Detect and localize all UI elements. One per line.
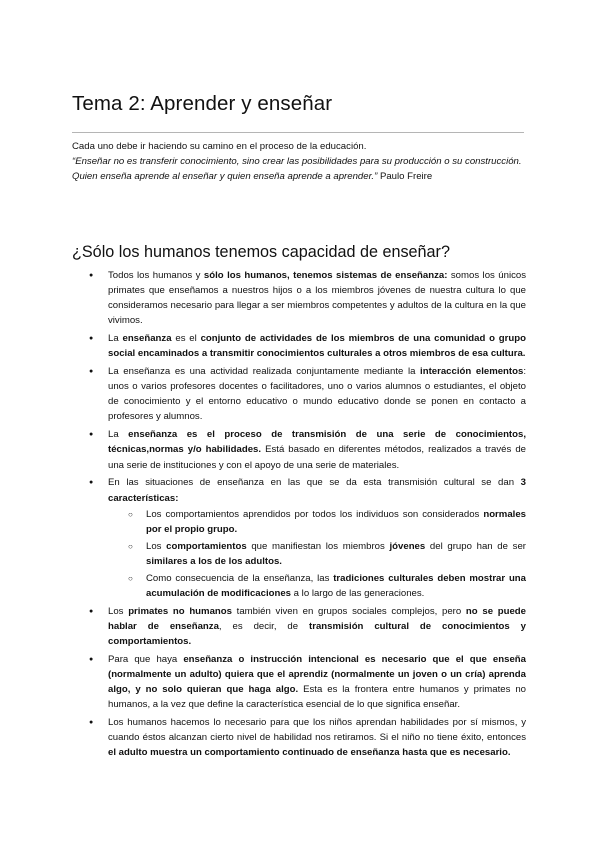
section-heading: ¿Sólo los humanos tenemos capacidad de enseñar?	[72, 243, 450, 261]
intro-quote-block	[72, 154, 528, 184]
bold-text: enseñanza o instrucción intencional es necesario que el que enseña (normalmente un adulto) quiera que el aprendiz (normalmente un joven o un cría) aprenda algo, y no solo quieran que haga algo.	[108, 654, 526, 696]
sub-list-item	[146, 507, 526, 537]
bold-text: jóvenes	[389, 540, 426, 552]
bold-text: enseñanza	[122, 333, 172, 345]
bold-text: similares a los de los adultos.	[146, 555, 282, 567]
list-item	[108, 604, 526, 649]
text-run: Todos los humanos y	[108, 270, 204, 281]
text-run: Los	[108, 605, 129, 617]
title-divider	[72, 132, 524, 133]
intro-paragraph	[72, 139, 528, 184]
quote-author: Paulo Freire	[377, 171, 433, 182]
list-item	[108, 364, 526, 424]
text-run: somos los únicos primates que enseñamos a nuestros hijos o a los miembros jóvenes de nuestra cultura lo que consideramos necesario para llegar a ser miembros competentes y adultos de la cultura en la que vivimos.	[108, 270, 527, 327]
bold-text: transmisión cultural de conocimientos y comportamientos.	[108, 621, 527, 648]
text-run: , es decir, de	[218, 621, 310, 633]
text-run: que manifiestan los miembros	[246, 540, 390, 552]
text-run: En las situaciones de enseñanza en las que se da esta transmisión cultural se dan	[108, 477, 521, 489]
list-item	[108, 715, 526, 760]
bold-text: interacción elementos	[420, 366, 524, 378]
bold-text: normales por el propio grupo.	[146, 508, 526, 535]
text-run: es el	[171, 333, 201, 345]
page-title: Tema 2: Aprender y enseñar	[72, 92, 333, 115]
bold-text: no se puede hablar de enseñanza	[108, 605, 526, 633]
bold-text: primates no humanos	[128, 605, 232, 617]
text-run: del grupo han de ser	[425, 540, 526, 552]
list-item	[108, 268, 526, 328]
bold-text: conjunto de actividades de los miembros de una comunidad o grupo social encaminados a transmitir conocimientos culturales a otros miembros de esa cultura.	[108, 333, 526, 360]
text-run: La	[108, 333, 123, 345]
bold-text: el adulto muestra un comportamiento continuado de enseñanza hasta que es necesario.	[108, 747, 511, 759]
bold-text: sólo los humanos, tenemos sistemas de enseñanza:	[203, 270, 448, 281]
text-run: también viven en grupos sociales complejos, pero	[231, 605, 466, 617]
text-run: : unos o varios profesores docentes o facilitadores, uno o varios alumnos o estudiantes, el objeto de conocimiento y el entorno educativo o mundo educativo donde se ponen en contacto a profesores y alumnos.	[108, 366, 526, 423]
text-run: Esta es la frontera entre humanos y primates no humanos, a la vez que define la característica esencial de lo que significa enseñar.	[108, 684, 526, 711]
text-run: Para que haya	[108, 654, 184, 666]
list-item	[108, 475, 526, 601]
bold-text: enseñanza es el proceso de transmisión de una serie de conocimientos, técnicas,normas y/o habilidades.	[108, 429, 526, 456]
text-run: Los humanos hacemos lo necesario para que los niños aprendan habilidades por sí mismos, y cuando éstos alcanzan cierto nivel de habilidad nos retiramos. Si el niño no tiene éxito, entonces	[108, 717, 526, 744]
freire-quote: “Enseñar no es transferir conocimiento, sino crear las posibilidades para su producción o su construcción. Quien enseña aprende al enseñar y quien enseña aprende a aprender.”	[72, 156, 522, 182]
text-run: Los	[146, 540, 167, 552]
text-run: Está basado en diferentes métodos, realizados a través de una serie de instituciones y con el apoyo de una serie de materiales.	[108, 444, 526, 471]
sub-list	[108, 507, 526, 602]
bold-text: tradiciones culturales deben mostrar una acumulación de modificaciones	[146, 572, 526, 600]
text-run: La	[108, 429, 129, 441]
list-item	[108, 427, 526, 472]
sub-list-item	[146, 571, 526, 601]
text-run: La enseñanza es una actividad realizada conjuntamente mediante la	[108, 366, 421, 378]
list-item	[108, 331, 526, 361]
text-run: Los comportamientos aprendidos por todos los individuos son considerados	[146, 508, 484, 520]
bold-text: 3 características:	[108, 477, 526, 504]
text-run: Como consecuencia de la enseñanza, las	[146, 572, 334, 584]
text-run: a lo largo de las generaciones.	[291, 588, 425, 600]
bold-text: comportamientos	[166, 540, 247, 552]
list-item	[108, 652, 526, 712]
bullet-list	[108, 268, 526, 763]
sub-list-item	[146, 539, 526, 569]
intro-line: Cada uno debe ir haciendo su camino en el proceso de la educación.	[72, 141, 367, 152]
